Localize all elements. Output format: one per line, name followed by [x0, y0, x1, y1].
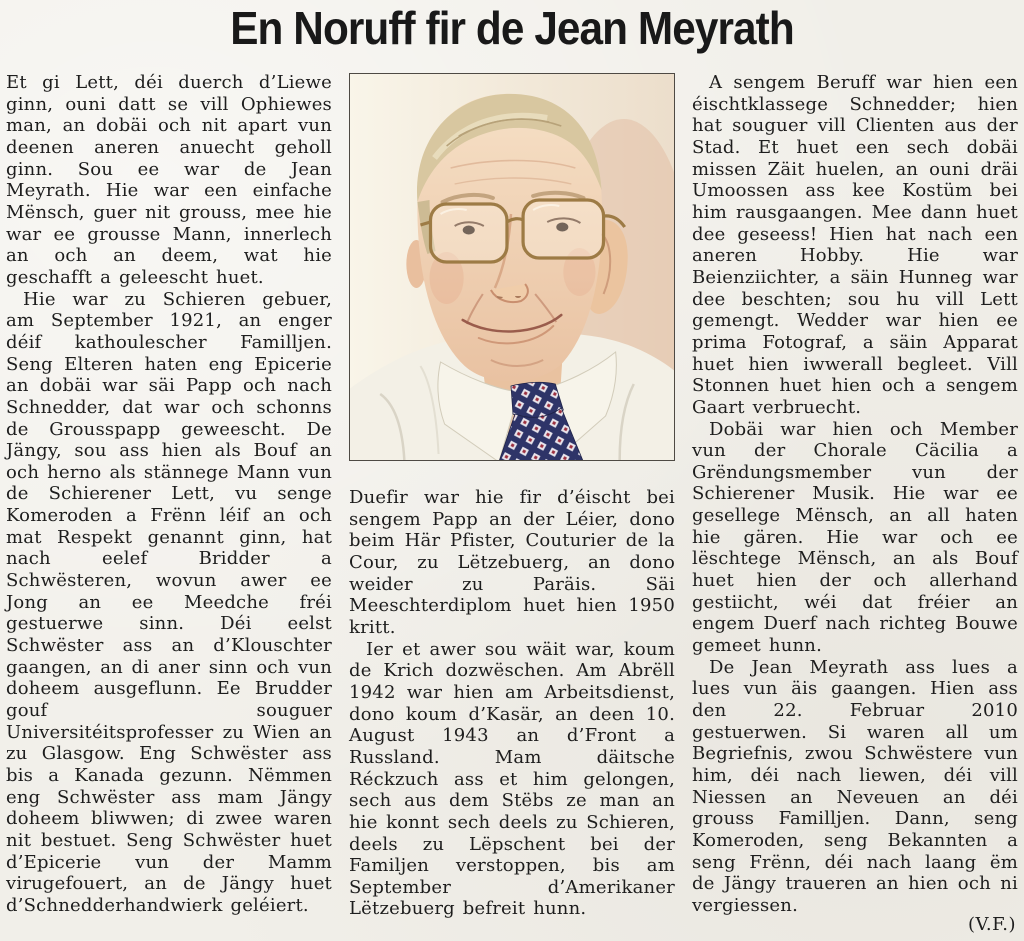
portrait-photo: [349, 73, 675, 461]
article-paragraph: A sengem Beruff war hien een éischtklassege Schnedder; hien hat souguer vill Clienten aus der Stad. Et huet een sech dobäi missen Zäit huelen, an ouni dräi Umoossen ass kee Kostüm bei him rausgaangen. Mee dann huet dee geseess! Hien hat nach een aneren Hobby. Hie war Beienziichter, a säin Hunneg war dee beschten; sou hu vill Lett gemengt. Wedder war hien ee prima Fotograf, a säin Apparat huet hien iwwerall begleet. Vill Stonnen huet hien och a sengem Gaart verbruecht.: [692, 72, 1018, 418]
article-paragraph: Et gi Lett, déi duerch d’Liewe ginn, ouni datt se vill Ophiewes man, an dobäi och nit apart vun deenen aneren anuecht geholl ginn. Sou ee war de Jean Meyrath. Hie war een einfache Mënsch, guer nit grouss, mee hie war ee grousse Mann, innerlech an och an deem, wat hie geschafft a geleescht huet.: [6, 72, 332, 288]
article-columns: [6, 72, 1018, 939]
column-left: [6, 72, 332, 939]
column-right-text: [692, 72, 1018, 917]
article-paragraph: Dobäi war hien och Member vun der Chorale Cäcilia a Grëndungsmember vun der Schierener Musik. Hie war ee gesellege Mënsch, an all haten hie gären. Hie war och ee lëschtege Mënsch, an als Bouf huet hien der och allerhand gestiicht, wéi dat fréier an engem Duerf nach richteg Bouwe gemeet hunn.: [692, 418, 1018, 657]
column-right: [692, 72, 1018, 939]
portrait-jean-meyrath-illustration: [350, 74, 674, 460]
article-paragraph: Duefir war hie fir d’éischt bei sengem Papp an der Léier, dono beim Här Pfister, Couturier de la Cour, zu Lëtzebuerg, an dono weider zu Paräis. Säi Meeschterdiplom huet hien 1950 kritt.: [349, 487, 675, 638]
column-middle: [349, 72, 675, 939]
article-paragraph: Hie war zu Schieren gebuer, am September 1921, an enger déif kathoulescher Familljen. Seng Elteren haten eng Epicerie an dobäi war säi Papp och nach Schnedder, dat war och schonns de Grousspapp geweescht. De Jängy, sou ass hien als Bouf an och herno als stännege Mann vun de Schierener Lett, vu senge Komeroden a Frënn léif an och mat Respekt genannt ginn, hat nach eelef Bridder a Schwësteren, wovun awer ee Jong an ee Meedche fréi gestuerwe sinn. Déi eelst Schwëster ass an d’Klouschter gaangen, an di aner sinn och vun doheem ausgeflunn. Ee Brudder gouf souguer Universitéitsprofesser zu Wien an zu Glasgow. Eng Schwëster ass bis a Kanada gezunn. Nëmmen eng Schwëster ass mam Jängy doheem bliwwen; di zwee waren nit bestuet. Seng Schwëster huet d’Epicerie vun der Mamm virugefouert, an de Jängy huet d’Schnedderhandwierk geléiert.: [6, 288, 332, 916]
column-middle-text: [349, 487, 675, 920]
article-paragraph: De Jean Meyrath ass lues a lues vun äis gaangen. Hien ass den 22. Februar 2010 gestuerwen. Si waren all um Begriefnis, zwou Schwëstere vun him, déi nach liewen, déi vill Niessen an Neveuen an déi grouss Familljen. Dann, seng Komeroden, seng Bekannten a seng Frënn, déi nach laang ëm de Jängy traueren an hien och ni vergiessen.: [692, 656, 1018, 916]
article-paragraph: Ier et awer sou wäit war, koum de Krich dozwëschen. Am Abrëll 1942 war hien am Arbeitsdienst, dono koum d’Kasär, an deen 10. August 1943 an d’Front a Russland. Mam däitsche Réckzuch ass et him gelongen, sech aus dem Stëbs ze man an hie konnt sech deels zu Schieren, deels zu Lëpschent bei der Familjen verstoppen, bis am September d’Amerikaner Lëtzebuerg befreit hunn.: [349, 638, 675, 920]
article-title: En Noruff fir de Jean Meyrath: [230, 2, 794, 54]
author-initials: (V.F.): [967, 914, 1016, 936]
